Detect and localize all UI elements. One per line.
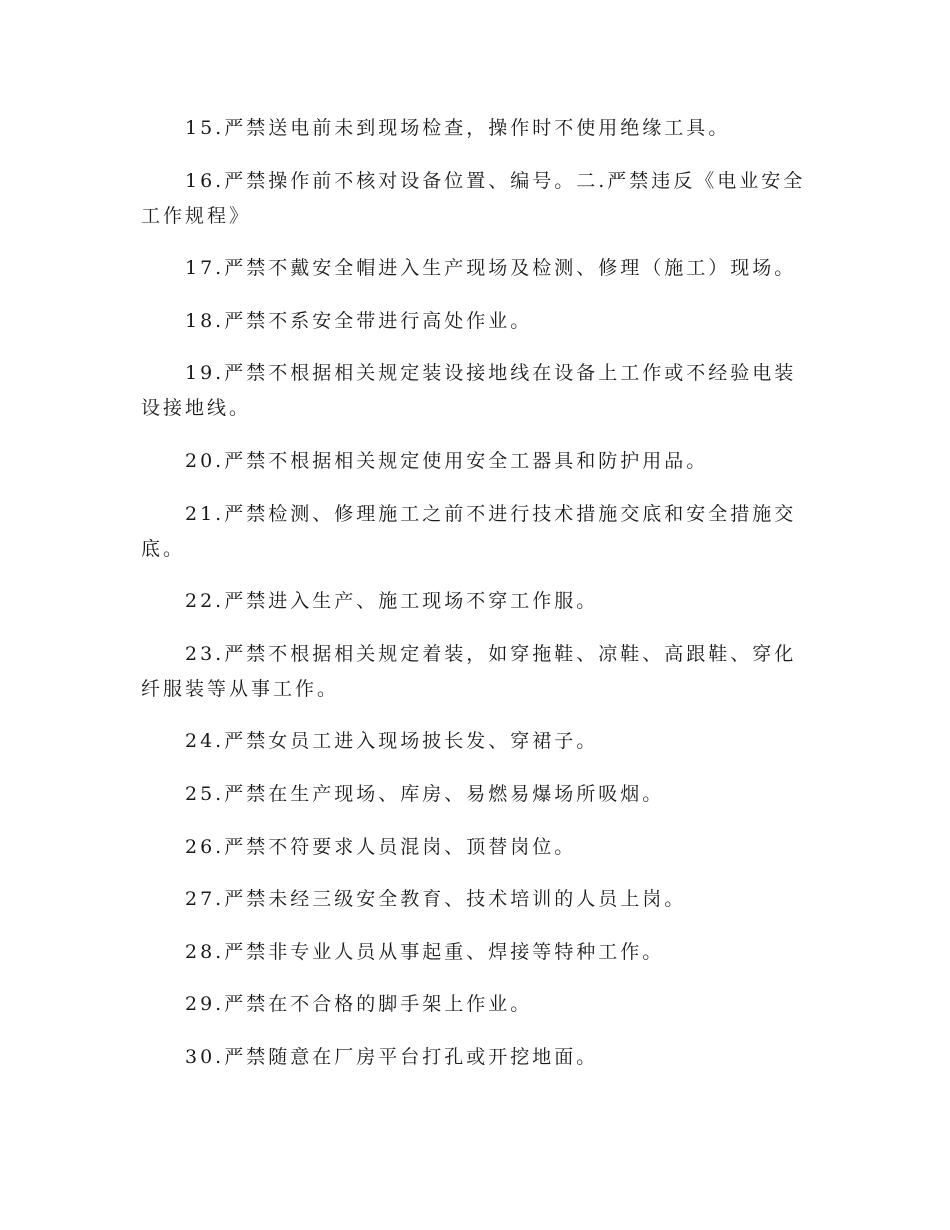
paragraph-24: 24.严禁女员工进入现场披长发、穿裙子。: [185, 730, 599, 753]
paragraph-15: 15.严禁送电前未到现场检查，操作时不使用绝缘工具。: [185, 117, 731, 139]
paragraph-29: 29.严禁在不合格的脚手架上作业。: [185, 993, 533, 1016]
paragraph-26: 26.严禁不符要求人员混岗、顶替岗位。: [185, 835, 577, 858]
paragraph-20: 20.严禁不根据相关规定使用安全工器具和防护用品。: [185, 449, 709, 472]
paragraph-23: 23.严禁不根据相关规定着装，如穿拖鞋、凉鞋、高跟鞋、穿化纤服装等从事工作。: [141, 642, 797, 700]
paragraph-27: 27.严禁未经三级安全教育、技术培训的人员上岗。: [185, 888, 687, 911]
paragraph-22: 22.严禁进入生产、施工现场不穿工作服。: [185, 590, 599, 613]
document-body: [141, 111, 808, 1093]
paragraph-30: 30.严禁随意在厂房平台打孔或开挖地面。: [185, 1045, 599, 1068]
paragraph-21: 21.严禁检测、修理施工之前不进行技术措施交底和安全措施交底。: [141, 502, 797, 560]
paragraph-25: 25.严禁在生产现场、库房、易燃易爆场所吸烟。: [185, 782, 665, 805]
paragraph-17: 17.严禁不戴安全帽进入生产现场及检测、修理（施工）现场。: [185, 257, 797, 280]
paragraph-16: 16.严禁操作前不核对设备位置、编号。二.严禁违反《电业安全工作规程》: [141, 169, 806, 227]
paragraph-19: 19.严禁不根据相关规定装设接地线在设备上工作或不经验电装设接地线。: [141, 362, 797, 420]
paragraph-28: 28.严禁非专业人员从事起重、焊接等特种工作。: [185, 940, 665, 963]
paragraph-18: 18.严禁不系安全带进行高处作业。: [185, 309, 533, 332]
